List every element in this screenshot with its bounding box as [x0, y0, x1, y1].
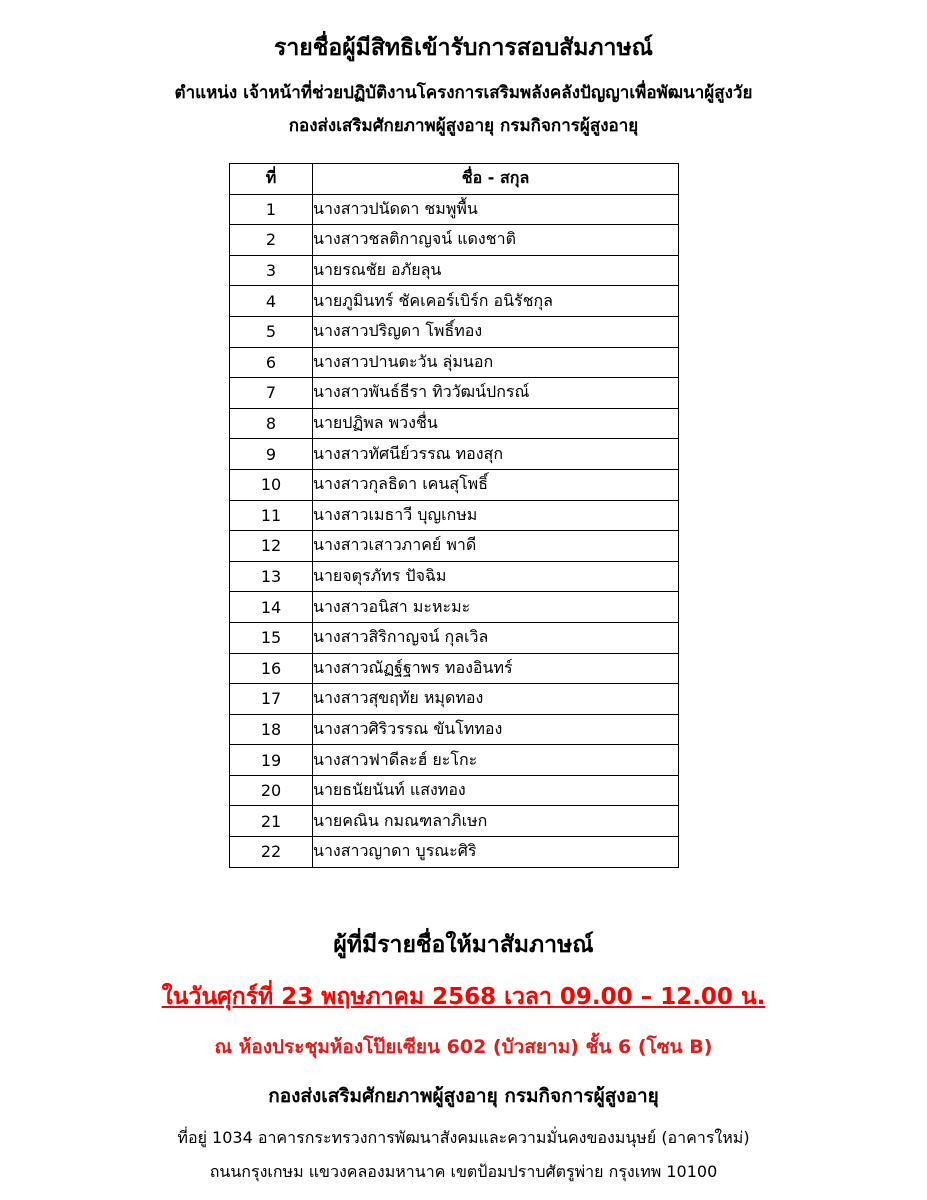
candidate-name: นางสาวสุขฤทัย หมุดทอง: [313, 684, 679, 715]
candidate-name: นางสาวฟาดีละฮ์ ยะโกะ: [313, 745, 679, 776]
row-number: 13: [230, 561, 313, 592]
table-row: [230, 531, 679, 562]
interview-notice: ผู้ที่มีรายชื่อให้มาสัมภาษณ์: [333, 932, 594, 958]
row-number: 5: [230, 316, 313, 347]
table-row: [230, 684, 679, 715]
row-number: 7: [230, 378, 313, 409]
document-title: รายชื่อผู้มีสิทธิเข้ารับการสอบสัมภาษณ์: [274, 35, 653, 61]
candidate-name: นางสาวณัฏฐ์ฐาพร ทองอินทร์: [313, 653, 679, 684]
table-row: [230, 714, 679, 745]
row-number: 1: [230, 194, 313, 225]
row-number: 19: [230, 745, 313, 776]
address-line-1: ที่อยู่ 1034 อาคารกระทรวงการพัฒนาสังคมและความมั่นคงของมนุษย์ (อาคารใหม่): [177, 1128, 750, 1147]
candidate-name: นายปฏิพล พวงชื่น: [313, 408, 679, 439]
table-row: [230, 194, 679, 225]
table-row: [230, 316, 679, 347]
table-row: [230, 286, 679, 317]
candidate-name: นายจตุรภัทร ปัจฉิม: [313, 561, 679, 592]
row-number: 6: [230, 347, 313, 378]
table-row: [230, 225, 679, 256]
candidate-name: นางสาวสิริกาญจน์ กุลเวิล: [313, 622, 679, 653]
address-line-2: ถนนกรุงเกษม แขวงคลองมหานาค เขตป้อมปราบศัตรูพ่าย กรุงเทพ 10100: [209, 1162, 718, 1181]
table-row: [230, 500, 679, 531]
row-number: 15: [230, 622, 313, 653]
table-row: [230, 561, 679, 592]
candidate-name: นางสาวเมธาวี บุญเกษม: [313, 500, 679, 531]
department-subtitle: กองส่งเสริมศักยภาพผู้สูงอายุ กรมกิจการผู้สูงอายุ: [288, 116, 639, 136]
row-number: 18: [230, 714, 313, 745]
position-subtitle: ตำแหน่ง เจ้าหน้าที่ช่วยปฏิบัติงานโครงการเสริมพลังคลังปัญญาเพื่อพัฒนาผู้สูงวัย: [174, 83, 753, 103]
candidate-name: นางสาวปานตะวัน ลุ่มนอก: [313, 347, 679, 378]
table-row: [230, 469, 679, 500]
row-number: 8: [230, 408, 313, 439]
table-body: [230, 194, 679, 867]
row-number: 2: [230, 225, 313, 256]
candidate-name: นางสาวพันธ์ธีรา ทิววัฒน์ปกรณ์: [313, 378, 679, 409]
row-number: 17: [230, 684, 313, 715]
interview-date: ในวันศุกร์ที่ 23 พฤษภาคม 2568 เวลา 09.00 – 12.00 น.: [161, 984, 766, 1010]
interview-venue: ณ ห้องประชุมห้องโป๊ยเซียน 602 (บัวสยาม) ชั้น 6 (โซน B): [214, 1036, 713, 1058]
table-row: [230, 439, 679, 470]
candidate-name: นางสาวญาดา บูรณะศิริ: [313, 837, 679, 868]
row-number: 11: [230, 500, 313, 531]
table-header-row: [230, 164, 679, 195]
row-number: 21: [230, 806, 313, 837]
row-number: 16: [230, 653, 313, 684]
candidate-name: นางสาวทัศนีย์วรรณ ทองสุก: [313, 439, 679, 470]
row-number: 9: [230, 439, 313, 470]
candidate-name: นายคณิน กมณฑลาภิเษก: [313, 806, 679, 837]
table-row: [230, 378, 679, 409]
table-row: [230, 806, 679, 837]
row-number: 20: [230, 775, 313, 806]
row-number: 12: [230, 531, 313, 562]
table-row: [230, 653, 679, 684]
row-number: 22: [230, 837, 313, 868]
candidate-name: นางสาวปนัดดา ชมพูพื้น: [313, 194, 679, 225]
candidate-name: นางสาวอนิสา มะหะมะ: [313, 592, 679, 623]
organization-name: กองส่งเสริมศักยภาพผู้สูงอายุ กรมกิจการผู้สูงอายุ: [268, 1085, 659, 1107]
table-row: [230, 592, 679, 623]
table-row: [230, 622, 679, 653]
candidate-name: นางสาวกุลธิดา เคนสุโพธิ์: [313, 469, 679, 500]
column-header-no: ที่: [230, 164, 313, 195]
candidate-name: นางสาวชลติกาญจน์ แดงชาติ: [313, 225, 679, 256]
candidate-name: นางสาวศิริวรรณ ขันโททอง: [313, 714, 679, 745]
row-number: 4: [230, 286, 313, 317]
table-row: [230, 255, 679, 286]
candidate-name: นายรณชัย อภัยลุน: [313, 255, 679, 286]
row-number: 14: [230, 592, 313, 623]
row-number: 10: [230, 469, 313, 500]
candidate-name: นายภูมินทร์ ชัคเคอร์เบิร์ก อนิรัชกุล: [313, 286, 679, 317]
column-header-name: ชื่อ - สกุล: [313, 164, 679, 195]
table-row: [230, 408, 679, 439]
candidate-name: นางสาวปริญดา โพธิ์ทอง: [313, 316, 679, 347]
table-row: [230, 837, 679, 868]
candidate-name: นางสาวเสาวภาคย์ พาดี: [313, 531, 679, 562]
candidate-name: นายธนัยนันท์ แสงทอง: [313, 775, 679, 806]
table-row: [230, 745, 679, 776]
table-row: [230, 775, 679, 806]
row-number: 3: [230, 255, 313, 286]
candidate-table: [229, 163, 679, 868]
table-row: [230, 347, 679, 378]
